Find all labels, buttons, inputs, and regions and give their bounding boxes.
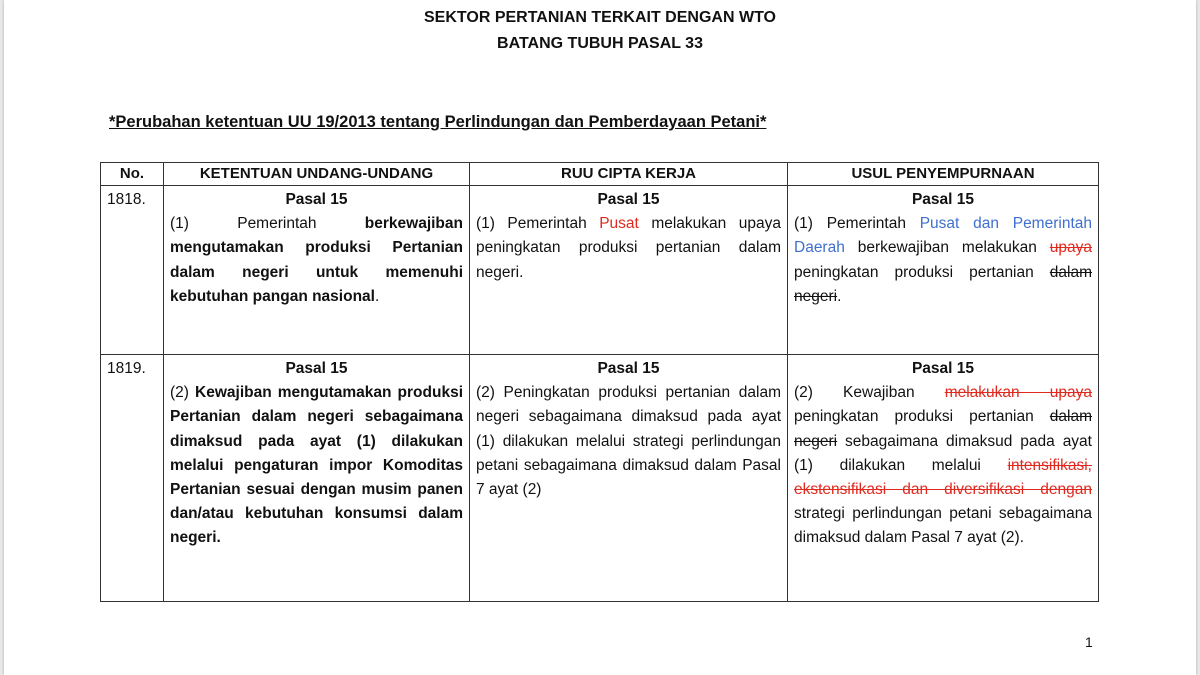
text-part: . (837, 287, 842, 305)
cell-undang-undang (164, 355, 470, 602)
text-part: sebagaimana dimaksud pada ayat (1) dilakukan melalui (794, 432, 1092, 474)
cell-usul (788, 355, 1099, 602)
cell-ruu (470, 186, 788, 355)
pasal-title: Pasal 15 (285, 360, 348, 377)
row-number: 1818. (101, 186, 164, 355)
text-part: peningkatan produksi pertanian (794, 263, 1050, 281)
pasal-title: Pasal 15 (911, 360, 975, 377)
proposed-insert-text: Pusat dan Pemerintah Daerah (794, 215, 1092, 257)
page-number: 1 (1085, 634, 1093, 650)
deleted-text: upaya (1049, 239, 1092, 257)
table-header-row (101, 163, 1099, 186)
cell-text (794, 212, 1092, 309)
text-part: . (374, 287, 380, 305)
text-part: (1) Pemerintah (476, 215, 600, 233)
document-title-line1: SEKTOR PERTANIAN TERKAIT DENGAN WTO (423, 9, 776, 26)
cell-text (170, 381, 463, 550)
pasal-title: Pasal 15 (911, 191, 975, 208)
text-part: peningkatan produksi pertanian (794, 408, 1050, 426)
row-number: 1819. (101, 355, 164, 602)
text-part: (1) Pemerintah (170, 215, 365, 233)
text-part: berkewajiban melakukan (844, 239, 1050, 257)
comparison-table (100, 162, 1099, 602)
pasal-title: Pasal 15 (597, 360, 660, 377)
deleted-text: dalam negeri (794, 263, 1092, 305)
column-header-undang-undang: KETENTUAN UNDANG-UNDANG (164, 163, 470, 186)
pasal-title: Pasal 15 (285, 191, 348, 208)
text-part: (2) (170, 384, 196, 402)
pasal-title: Pasal 15 (597, 191, 660, 208)
deleted-text: dalam negeri (794, 408, 1092, 450)
table-row (101, 355, 1099, 602)
document-page (4, 0, 1196, 675)
cell-text: (2) Peningkatan produksi pertanian dalam negeri sebagaimana dimaksud pada ayat (1) dilakukan melalui strategi perlindungan petani sebagaimana dimaksud dalam Pasal 7 ayat (2) (476, 384, 781, 499)
text-part: (1) Pemerintah (794, 215, 920, 233)
cell-text (794, 381, 1092, 550)
column-header-usul: USUL PENYEMPURNAAN (788, 163, 1099, 186)
inserted-text: Pusat (599, 215, 639, 233)
deleted-text: intensifikasi, ekstensifikasi dan diversifikasi dengan (794, 456, 1092, 499)
cell-undang-undang (164, 186, 470, 355)
bold-text: Kewajiban mengutamakan produksi Pertanian dalam negeri sebagaimana dimaksud pada ayat (1) dilakukan melalui pengaturan impor Komoditas Pertanian sesuai dengan musim panen dan/atau kebutuhan konsumsi dalam negeri. (170, 384, 463, 547)
text-part: (2) Kewajiban (794, 384, 945, 402)
document-subtitle: *Perubahan ketentuan UU 19/2013 tentang Perlindungan dan Pemberdayaan Petani* (109, 113, 767, 131)
cell-ruu (470, 355, 788, 602)
column-header-ruu: RUU CIPTA KERJA (470, 163, 788, 186)
text-part: strategi perlindungan petani sebagaimana dimaksud dalam Pasal 7 ayat (2). (794, 505, 1092, 547)
text-part: melakukan upaya peningkatan produksi pertanian dalam negeri. (476, 215, 781, 281)
document-title-line2: BATANG TUBUH PASAL 33 (497, 35, 703, 52)
bold-text: berkewajiban mengutamakan produksi Pertanian dalam negeri untuk memenuhi kebutuhan pangan nasional (170, 215, 463, 305)
cell-text (476, 212, 781, 285)
table-row (101, 186, 1099, 355)
cell-usul (788, 186, 1099, 355)
column-header-no: No. (101, 163, 164, 186)
cell-text (170, 212, 463, 309)
deleted-text: melakukan upaya (944, 384, 1093, 402)
